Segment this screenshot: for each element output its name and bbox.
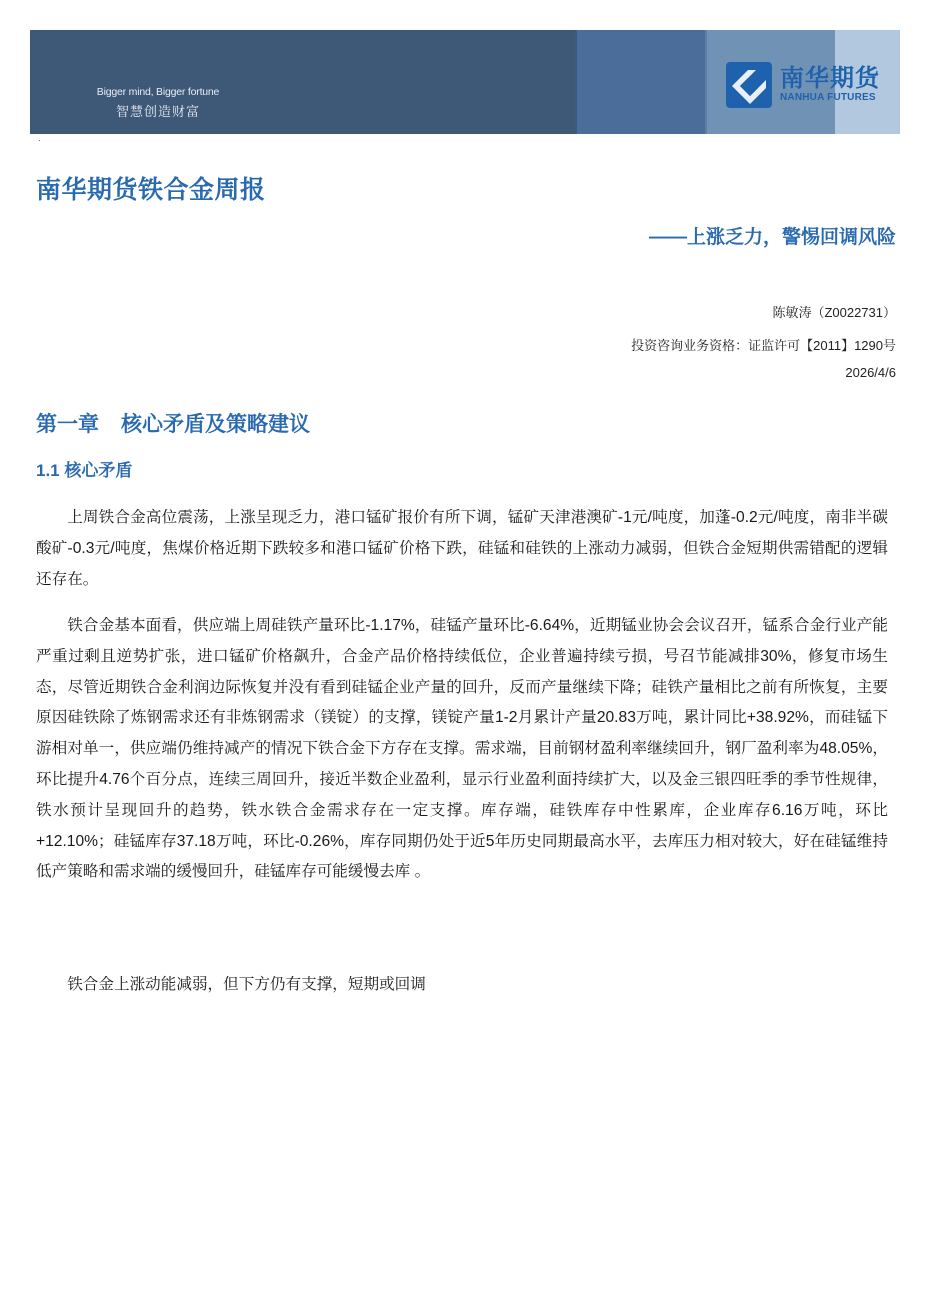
- nanhua-logo-icon: [726, 62, 772, 108]
- paragraph-text: 上周铁合金高位震荡，上涨呈现乏力，港口锰矿报价有所下调，锰矿天津港澳矿-1元/吨度，加蓬-0.2元/吨度，南非半碳酸矿-0.3元/吨度，焦煤价格近期下跌较多和港口锰矿价格下跌，硅锰和硅铁的上涨动力减弱，但铁合金短期供需错配的逻辑还存在。: [36, 509, 888, 588]
- paragraph-text: 铁合金上涨动能减弱，但下方仍有支撑，短期或回调: [67, 976, 426, 993]
- paragraph: [36, 503, 888, 595]
- slogan: [88, 86, 228, 120]
- logo-chinese: 南华期货: [780, 65, 880, 92]
- chapter-number: 第一章: [36, 413, 99, 436]
- paragraph: [36, 611, 888, 888]
- company-logo: [726, 62, 880, 108]
- marker-dot: ·: [38, 136, 41, 145]
- report-title: 南华期货铁合金周报: [36, 176, 266, 204]
- logo-wordmark: [780, 66, 880, 104]
- banner-mid-segment: [575, 30, 705, 134]
- paragraph: [36, 970, 888, 1001]
- report-subtitle: ——上涨乏力，警惕回调风险: [648, 227, 896, 248]
- slogan-chinese: 智慧创造财富: [115, 104, 200, 119]
- banner-dark-segment: [30, 30, 575, 134]
- chapter-title: 核心矛盾及策略建议: [121, 413, 310, 436]
- section-heading: 1.1 核心矛盾: [36, 461, 133, 480]
- slogan-english: Bigger mind, Bigger fortune: [96, 86, 220, 98]
- license-info: 投资咨询业务资格：证监许可【2011】1290号: [631, 338, 896, 353]
- paragraph-text: 铁合金基本面看，供应端上周硅铁产量环比-1.17%，硅锰产量环比-6.64%，近期锰业协会会议召开，锰系合金行业产能严重过剩且逆势扩张，进口锰矿价格飙升，合金产品价格持续低位，企业普遍持续亏损，号召节能减排30%，修复市场生态，尽管近期铁合金利润边际恢复并没有看到硅锰企业产量的回升，反而产量继续下降；硅铁产量相比之前有所恢复，主要原因硅铁除了炼钢需求还有非炼钢需求（镁锭）的支撑，镁锭产量1-2月累计产量20.83万吨，累计同比+38.92%，而硅锰下游相对单一，供应端仍维持减产的情况下铁合金下方存在支撑。需求端，目前钢材盈利率继续回升，钢厂盈利率为48.05%，环比提升4.76个百分点，连续三周回升，接近半数企业盈利，显示行业盈利面持续扩大，以及金三银四旺季的季节性规律，铁水预计呈现回升的趋势，铁水铁合金需求存在一定支撑。库存端，硅铁库存中性累库，企业库存6.16万吨，环比+12.10%；硅锰库存37.18万吨，环比-0.26%，库存同期仍处于近5年历史同期最高水平，去库压力相对较大，好在硅锰维持低产策略和需求端的缓慢回升，硅锰库存可能缓慢去库 。: [36, 617, 888, 881]
- chapter-heading: [36, 408, 310, 438]
- logo-english: NANHUA FUTURES: [780, 92, 876, 103]
- report-date: 2026/4/6: [845, 365, 896, 380]
- author: 陈敏涛（Z0022731）: [772, 305, 896, 320]
